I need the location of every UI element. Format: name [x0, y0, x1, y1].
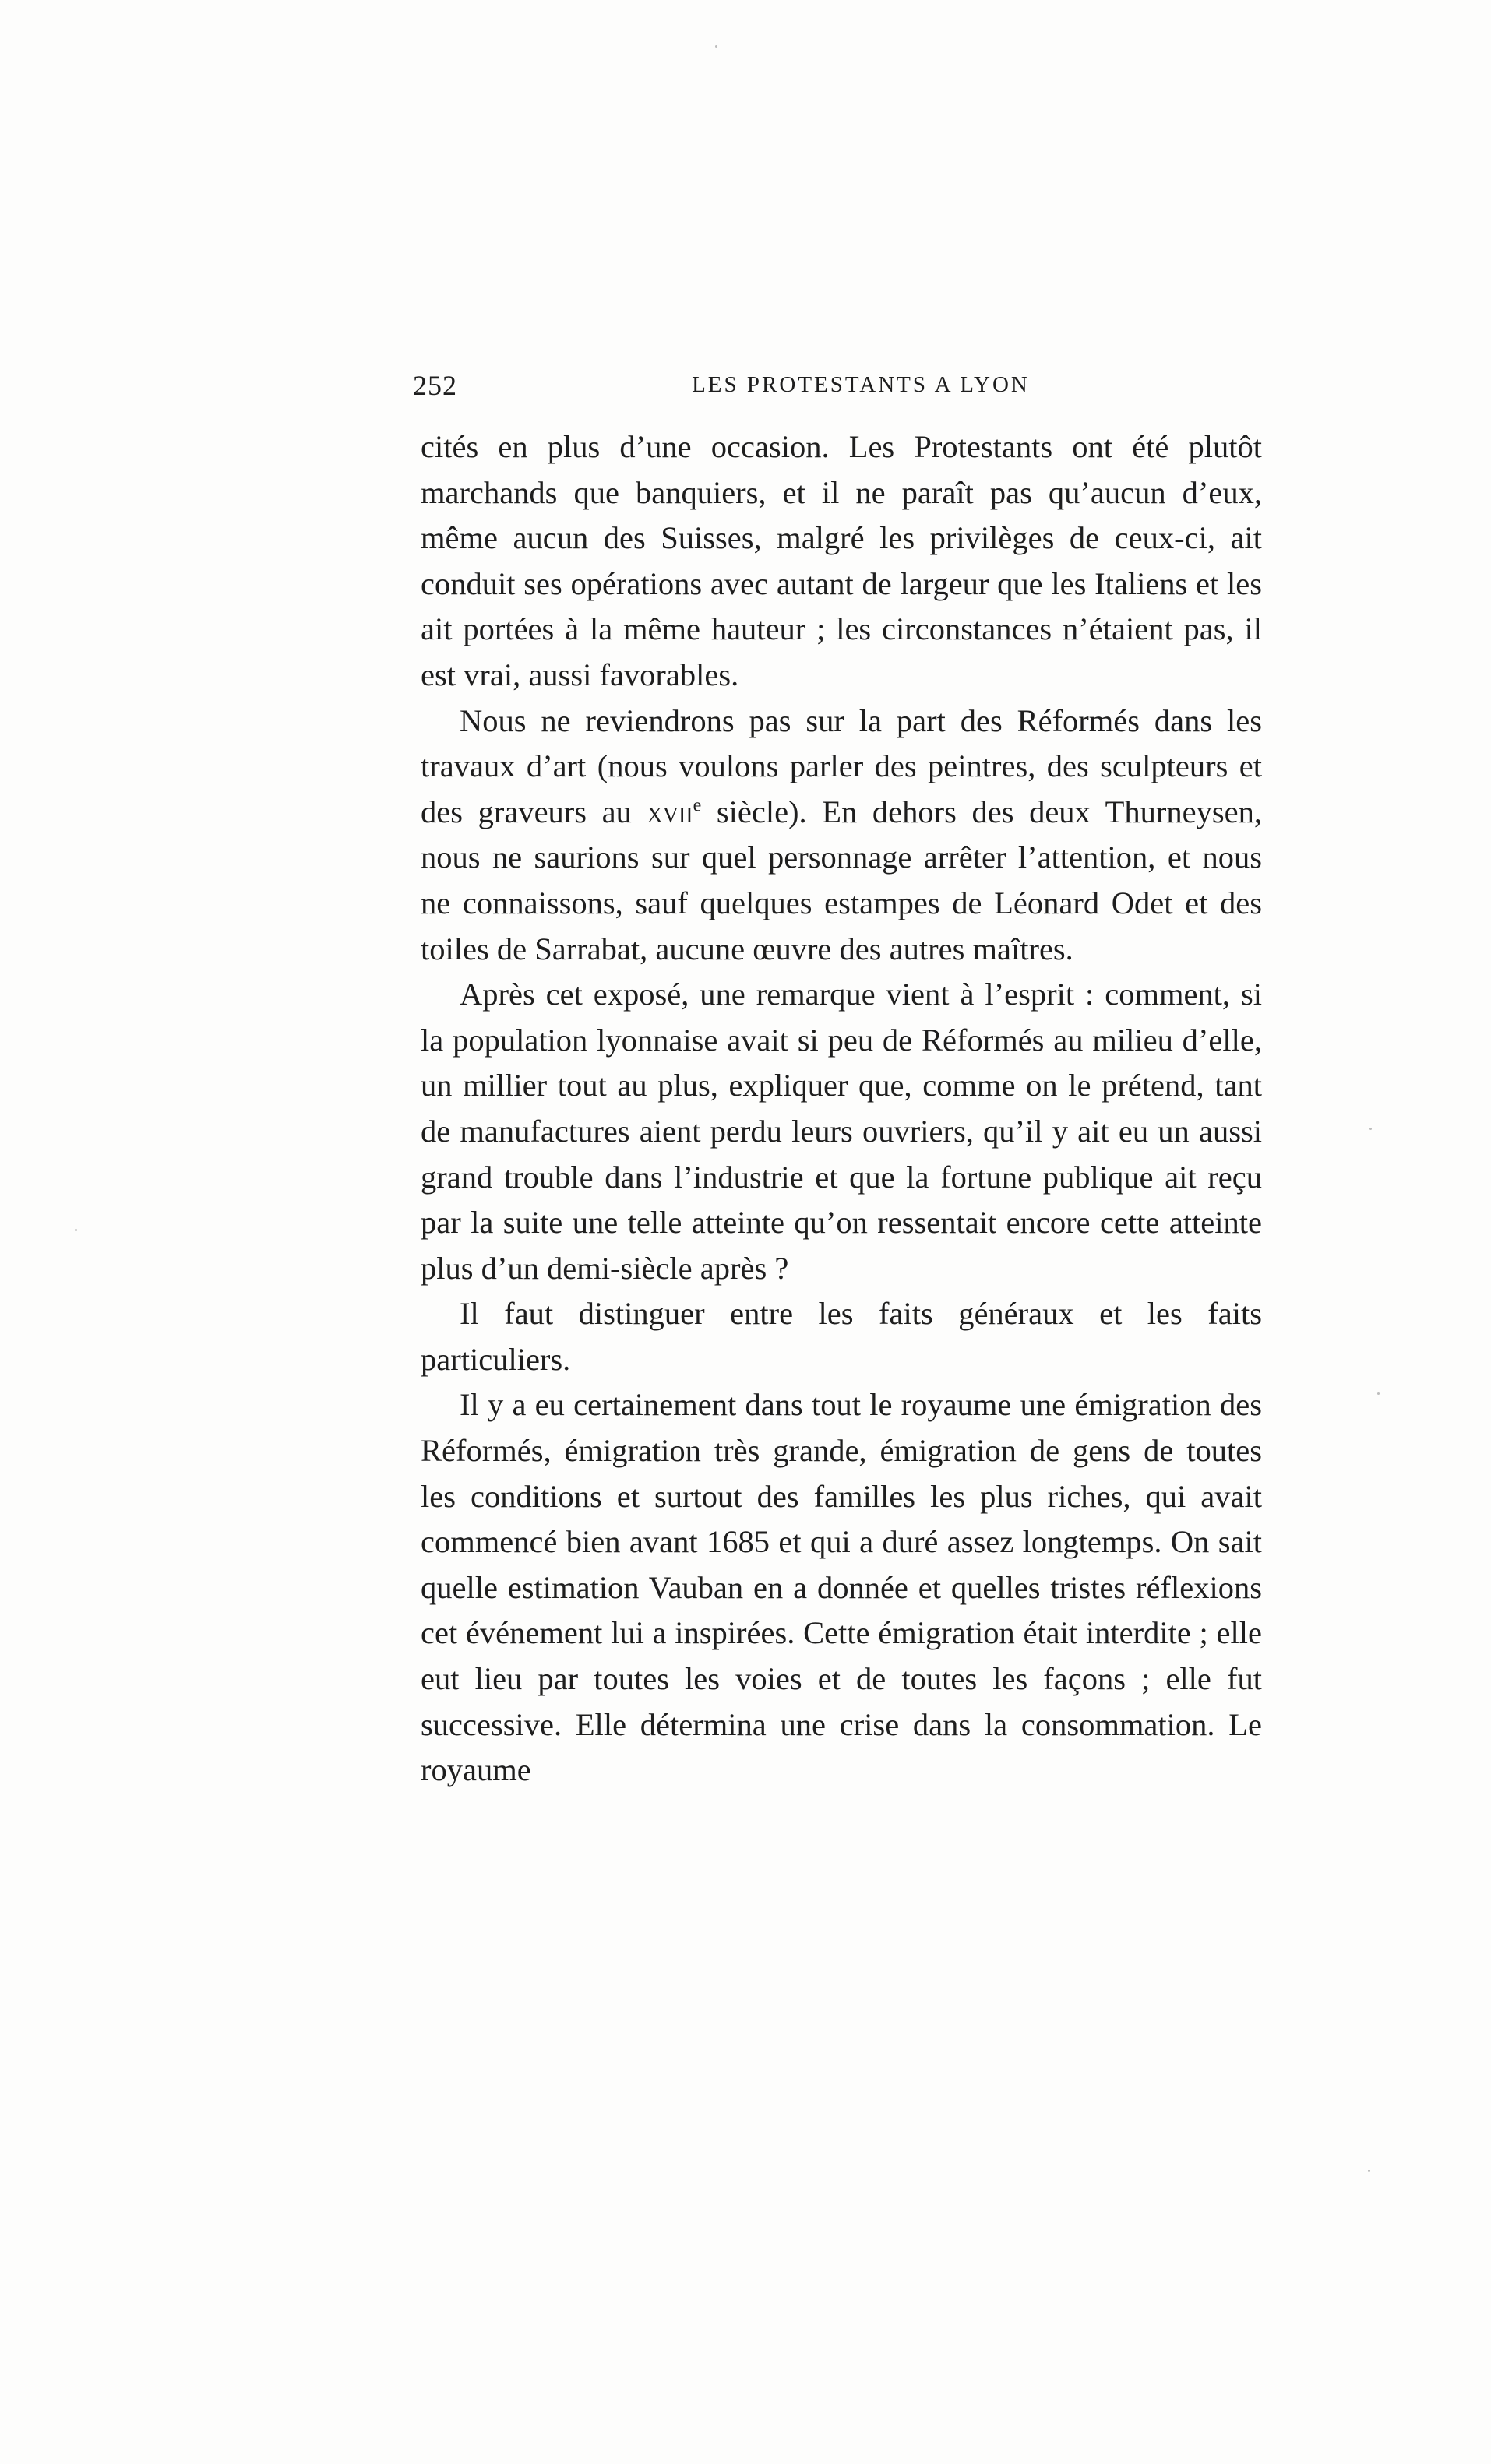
paper-speck	[75, 1229, 77, 1231]
paragraph-3: Après cet exposé, une remarque vient à l’esprit : comment, si la population lyonnaise avait si peu de Réformés au milieu d’elle, un millier tout au plus, expliquer que, comme on le prétend, tant de manufactures aient perdu leurs ouvriers, qu’il y ait eu un aussi grand trouble dans l’industrie et que la fortune publique ait reçu par la suite une telle atteinte qu’on ressentait encore cette atteinte plus d’un demi-siècle après ?	[421, 977, 1262, 1286]
page-number: 252	[413, 370, 457, 401]
paragraph-5: Il y a eu certainement dans tout le royaume une émigration des Réformés, émigration très grande, émigration de gens de toutes les conditions et surtout des familles les plus riches, qui avait commencé bien avant 1685 et qui a duré assez longtemps. On sait quelle estimation Vauban en a donnée et quelles tristes réflexions cet événement lui a inspirées. Cette émigration était interdite ; elle eut lieu par toutes les voies et de toutes les façons ; elle fut successive. Elle détermina une crise dans la consommation. Le royaume	[421, 1387, 1262, 1788]
page-header	[413, 369, 1262, 416]
paragraph-4: Il faut distinguer entre les faits généraux et les faits particuliers.	[421, 1296, 1262, 1377]
century-numeral: xvii	[647, 794, 693, 829]
paragraph-2-text-before: Nous ne reviendrons pas sur la part des Réformés dans les travaux d’art (nous voulons parler des peintres, des sculpteurs et des graveurs au	[421, 702, 1262, 829]
paragraph-2-text-after: siècle). En dehors des deux Thurneysen, nous ne saurions sur quel personnage arrêter l’attention, et nous ne connaissons, sauf quelques estampes de Léonard Odet et des toiles de Sarrabat, aucune œuvre des autres maîtres.	[421, 794, 1262, 966]
body-text	[421, 424, 1262, 1793]
century-superscript: e	[693, 795, 702, 816]
paragraph-1: cités en plus d’une occasion. Les Protestants ont été plutôt marchands que banquiers, et il ne paraît pas qu’aucun d’eux, même aucun des Suisses, malgré les privilèges de ceux-ci, ait conduit ses opérations avec autant de largeur que les Italiens et les ait portées à la même hauteur ; les circonstances n’étaient pas, il est vrai, aussi favorables.	[421, 429, 1262, 692]
paper-speck	[715, 45, 717, 48]
paper-speck	[1369, 1128, 1372, 1130]
paragraph-2	[421, 699, 1262, 973]
paper-speck	[1377, 1392, 1380, 1395]
running-title: LES PROTESTANTS A LYON	[692, 372, 1030, 397]
paper-speck	[1368, 2170, 1370, 2172]
